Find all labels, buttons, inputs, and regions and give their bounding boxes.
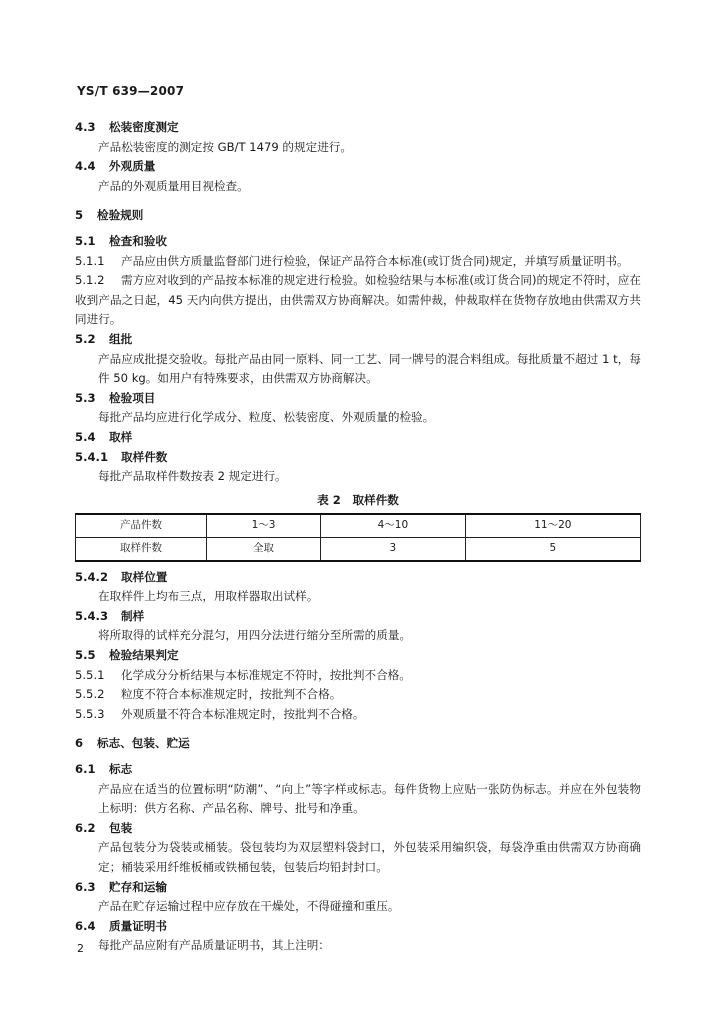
section-text-6-2: 产品包装分为袋装或桶装。袋包装均为双层塑料袋封口，外包装采用编织袋，每袋净重由供需双方协商确定；桶装采用纤维板桶或铁桶包装，包装后均铅封封口。	[98, 840, 641, 874]
clause-5-1-2: 5.1.2 需方应对收到的产品按本标准的规定进行检验。如检验结果与本标准(或订货合同)的规定不符时，应在收到产品之日起，45 天内向供方提出，由供需双方协商解决。如需仲裁，仲裁取样在货物存放地由供需双方共同进行。	[75, 273, 641, 327]
section-heading-5-3: 5.3 检验项目	[75, 390, 156, 405]
chapter-heading-5: 5 检验规则	[75, 208, 144, 223]
section-heading-6-2: 6.2 包装	[75, 820, 133, 835]
table-cell: 11～20	[465, 514, 640, 538]
table-cell: 4～10	[321, 514, 466, 538]
sampling-table	[75, 513, 641, 562]
section-text-5-3: 每批产品均应进行化学成分、粒度、松装密度、外观质量的检验。	[98, 410, 435, 425]
section-heading-5-1: 5.1 检查和验收	[75, 233, 167, 248]
section-heading-6-4: 6.4 质量证明书	[75, 918, 167, 933]
clause-5-5-2: 5.5.2 粒度不符合本标准规定时，按批判不合格。	[75, 687, 342, 702]
section-text-6-4: 每批产品应附有产品质量证明书，其上注明：	[98, 938, 330, 953]
section-text-5-2: 产品应成批提交验收。每批产品由同一原料、同一工艺、同一牌号的混合料组成。每批质量不超过 1 t，每件 50 kg。如用户有特殊要求，由供需双方协商解决。	[98, 351, 641, 386]
table-row	[76, 514, 641, 538]
section-heading-5-4-1: 5.4.1 取样件数	[75, 449, 168, 464]
clause-5-5-3: 5.5.3 外观质量不符合本标准规定时，按批判不合格。	[75, 706, 365, 721]
table-cell: 3	[321, 537, 466, 561]
section-heading-4-4: 4.4 外观质量	[75, 159, 156, 174]
section-heading-6-3: 6.3 贮存和运输	[75, 879, 167, 894]
standard-code-header: YS/T 639—2007	[77, 84, 185, 98]
table-cell: 5	[465, 537, 640, 561]
chapter-heading-6: 6 标志、包装、贮运	[75, 736, 190, 751]
table-row	[76, 537, 641, 561]
section-text-6-1: 产品应在适当的位置标明“防潮”、“向上”等字样或标志。每件货物上应贴一张防伪标志。并应在外包装物上标明：供方名称、产品名称、牌号、批号和净重。	[98, 781, 641, 816]
section-heading-5-2: 5.2 组批	[75, 331, 133, 346]
section-text-4-3: 产品松装密度的测定按 GB/T 1479 的规定进行。	[98, 139, 352, 154]
table-cell: 全取	[207, 537, 321, 561]
section-heading-5-4: 5.4 取样	[75, 429, 133, 444]
section-heading-5-4-3: 5.4.3 制样	[75, 608, 145, 623]
section-heading-5-5: 5.5 检验结果判定	[75, 648, 179, 663]
section-text-4-4: 产品的外观质量用目视检查。	[98, 178, 249, 193]
section-text-5-4-1: 每批产品取样件数按表 2 规定进行。	[98, 469, 287, 484]
section-text-6-3: 产品在贮存运输过程中应存放在干燥处，不得碰撞和重压。	[98, 899, 400, 914]
section-text-5-4-3: 将所取得的试样充分混匀，用四分法进行缩分至所需的质量。	[98, 628, 412, 643]
table-row-label: 取样件数	[76, 537, 207, 561]
table-caption: 表 2 取样件数	[317, 492, 399, 507]
section-text-5-4-2: 在取样件上均布三点，用取样器取出试样。	[98, 589, 319, 604]
section-heading-6-1: 6.1 标志	[75, 762, 133, 777]
document-body	[75, 118, 641, 956]
section-heading-5-4-2: 5.4.2 取样位置	[75, 569, 168, 584]
table-cell: 1～3	[207, 514, 321, 538]
table-row-label: 产品件数	[76, 514, 207, 538]
clause-5-5-1: 5.5.1 化学成分分析结果与本标准规定不符时，按批判不合格。	[75, 667, 411, 682]
section-heading-4-3: 4.3 松装密度测定	[75, 120, 179, 134]
clause-5-1-1: 5.1.1 产品应由供方质量监督部门进行检验，保证产品符合本标准(或订货合同)规定，并填写质量证明书。	[75, 253, 629, 268]
page-number: 2	[77, 942, 84, 955]
